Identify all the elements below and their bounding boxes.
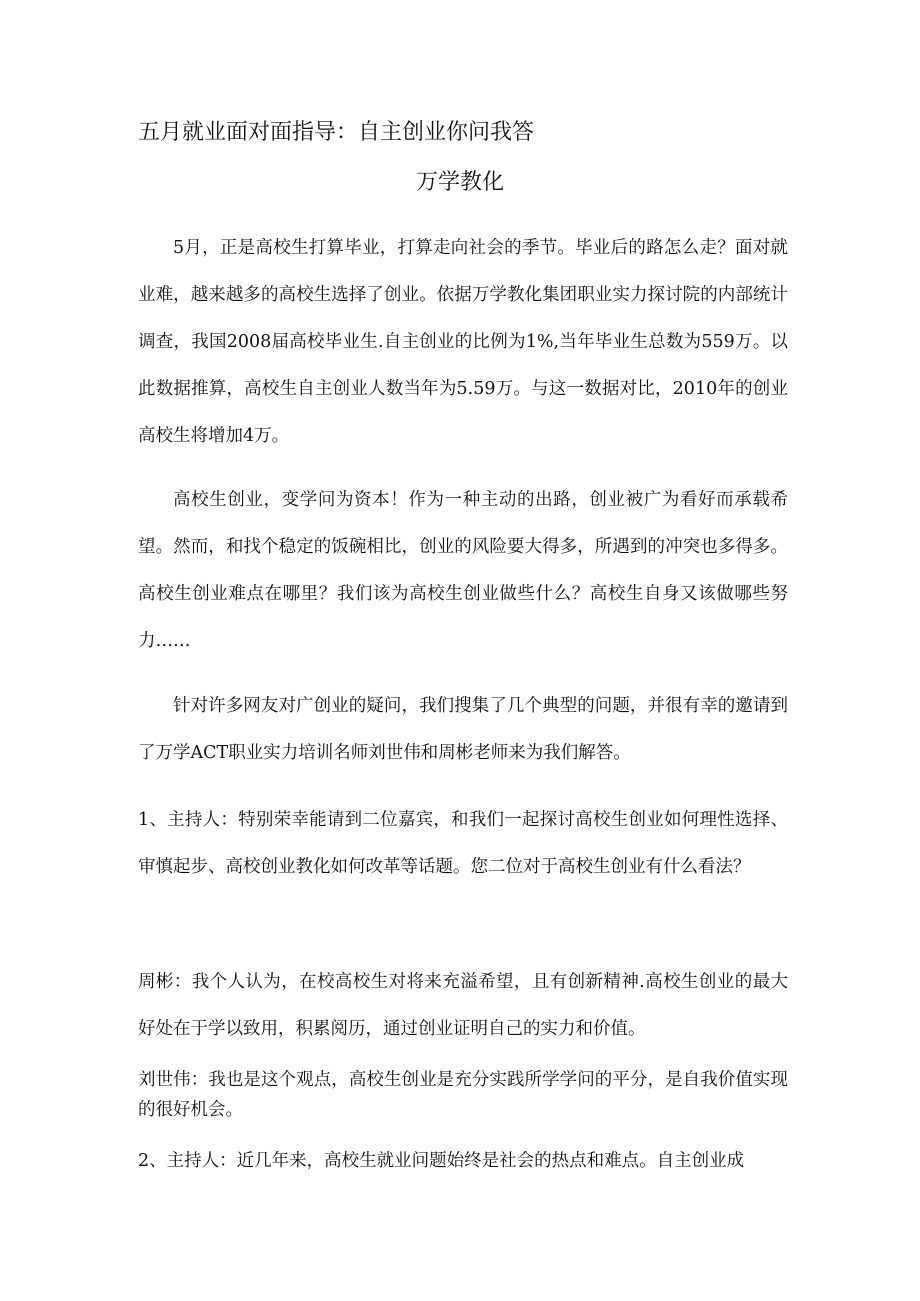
paragraph-answer-liu: 刘世伟：我也是这个观点，高校生创业是充分实践所学学问的平分，是自我价值实现的很好机会。 bbox=[138, 1070, 788, 1120]
paragraph-answer-zhou: 周彬：我个人认为，在校高校生对将来充溢希望，且有创新精神.高校生创业的最大好处在于学以致用，积累阅历，通过创业证明自己的实力和价值。 bbox=[138, 972, 788, 1039]
paragraph-invitation: 针对许多网友对广创业的疑问，我们搜集了几个典型的问题，并很有幸的邀请到了万学ACT职业实力培训名师刘世伟和周彬老师来为我们解答。 bbox=[138, 696, 788, 763]
document-title: 五月就业面对面指导：自主创业你问我答 bbox=[138, 120, 535, 145]
paragraph-intro: 5月，正是高校生打算毕业，打算走向社会的季节。毕业后的路怎么走？面对就业难，越来越多的高校生选择了创业。依据万学教化集团职业实力探讨院的内部统计调查，我国2008届高校毕业生.自主创业的比例为1%,当年毕业生总数为559万。以此数据推算，高校生自主创业人数当年为5.59万。与这一数据对比，2010年的创业高校生将增加4万。 bbox=[138, 238, 788, 446]
paragraph-question-1: 1、主持人：特别荣幸能请到二位嘉宾，和我们一起探讨高校生创业如何理性选择、审慎起步、高校创业教化如何改革等话题。您二位对于高校生创业有什么看法？ bbox=[138, 810, 788, 877]
paragraph-challenges: 高校生创业，变学问为资本！作为一种主动的出路，创业被广为看好而承载希望。然而，和找个稳定的饭碗相比，创业的风险要大得多，所遇到的冲突也多得多。高校生创业难点在哪里？我们该为高校生创业做些什么？高校生自身又该做哪些努力…… bbox=[138, 490, 788, 651]
paragraph-question-2: 2、主持人：近几年来，高校生就业问题始终是社会的热点和难点。自主创业成 bbox=[138, 1151, 745, 1171]
document-author: 万学教化 bbox=[416, 170, 505, 195]
